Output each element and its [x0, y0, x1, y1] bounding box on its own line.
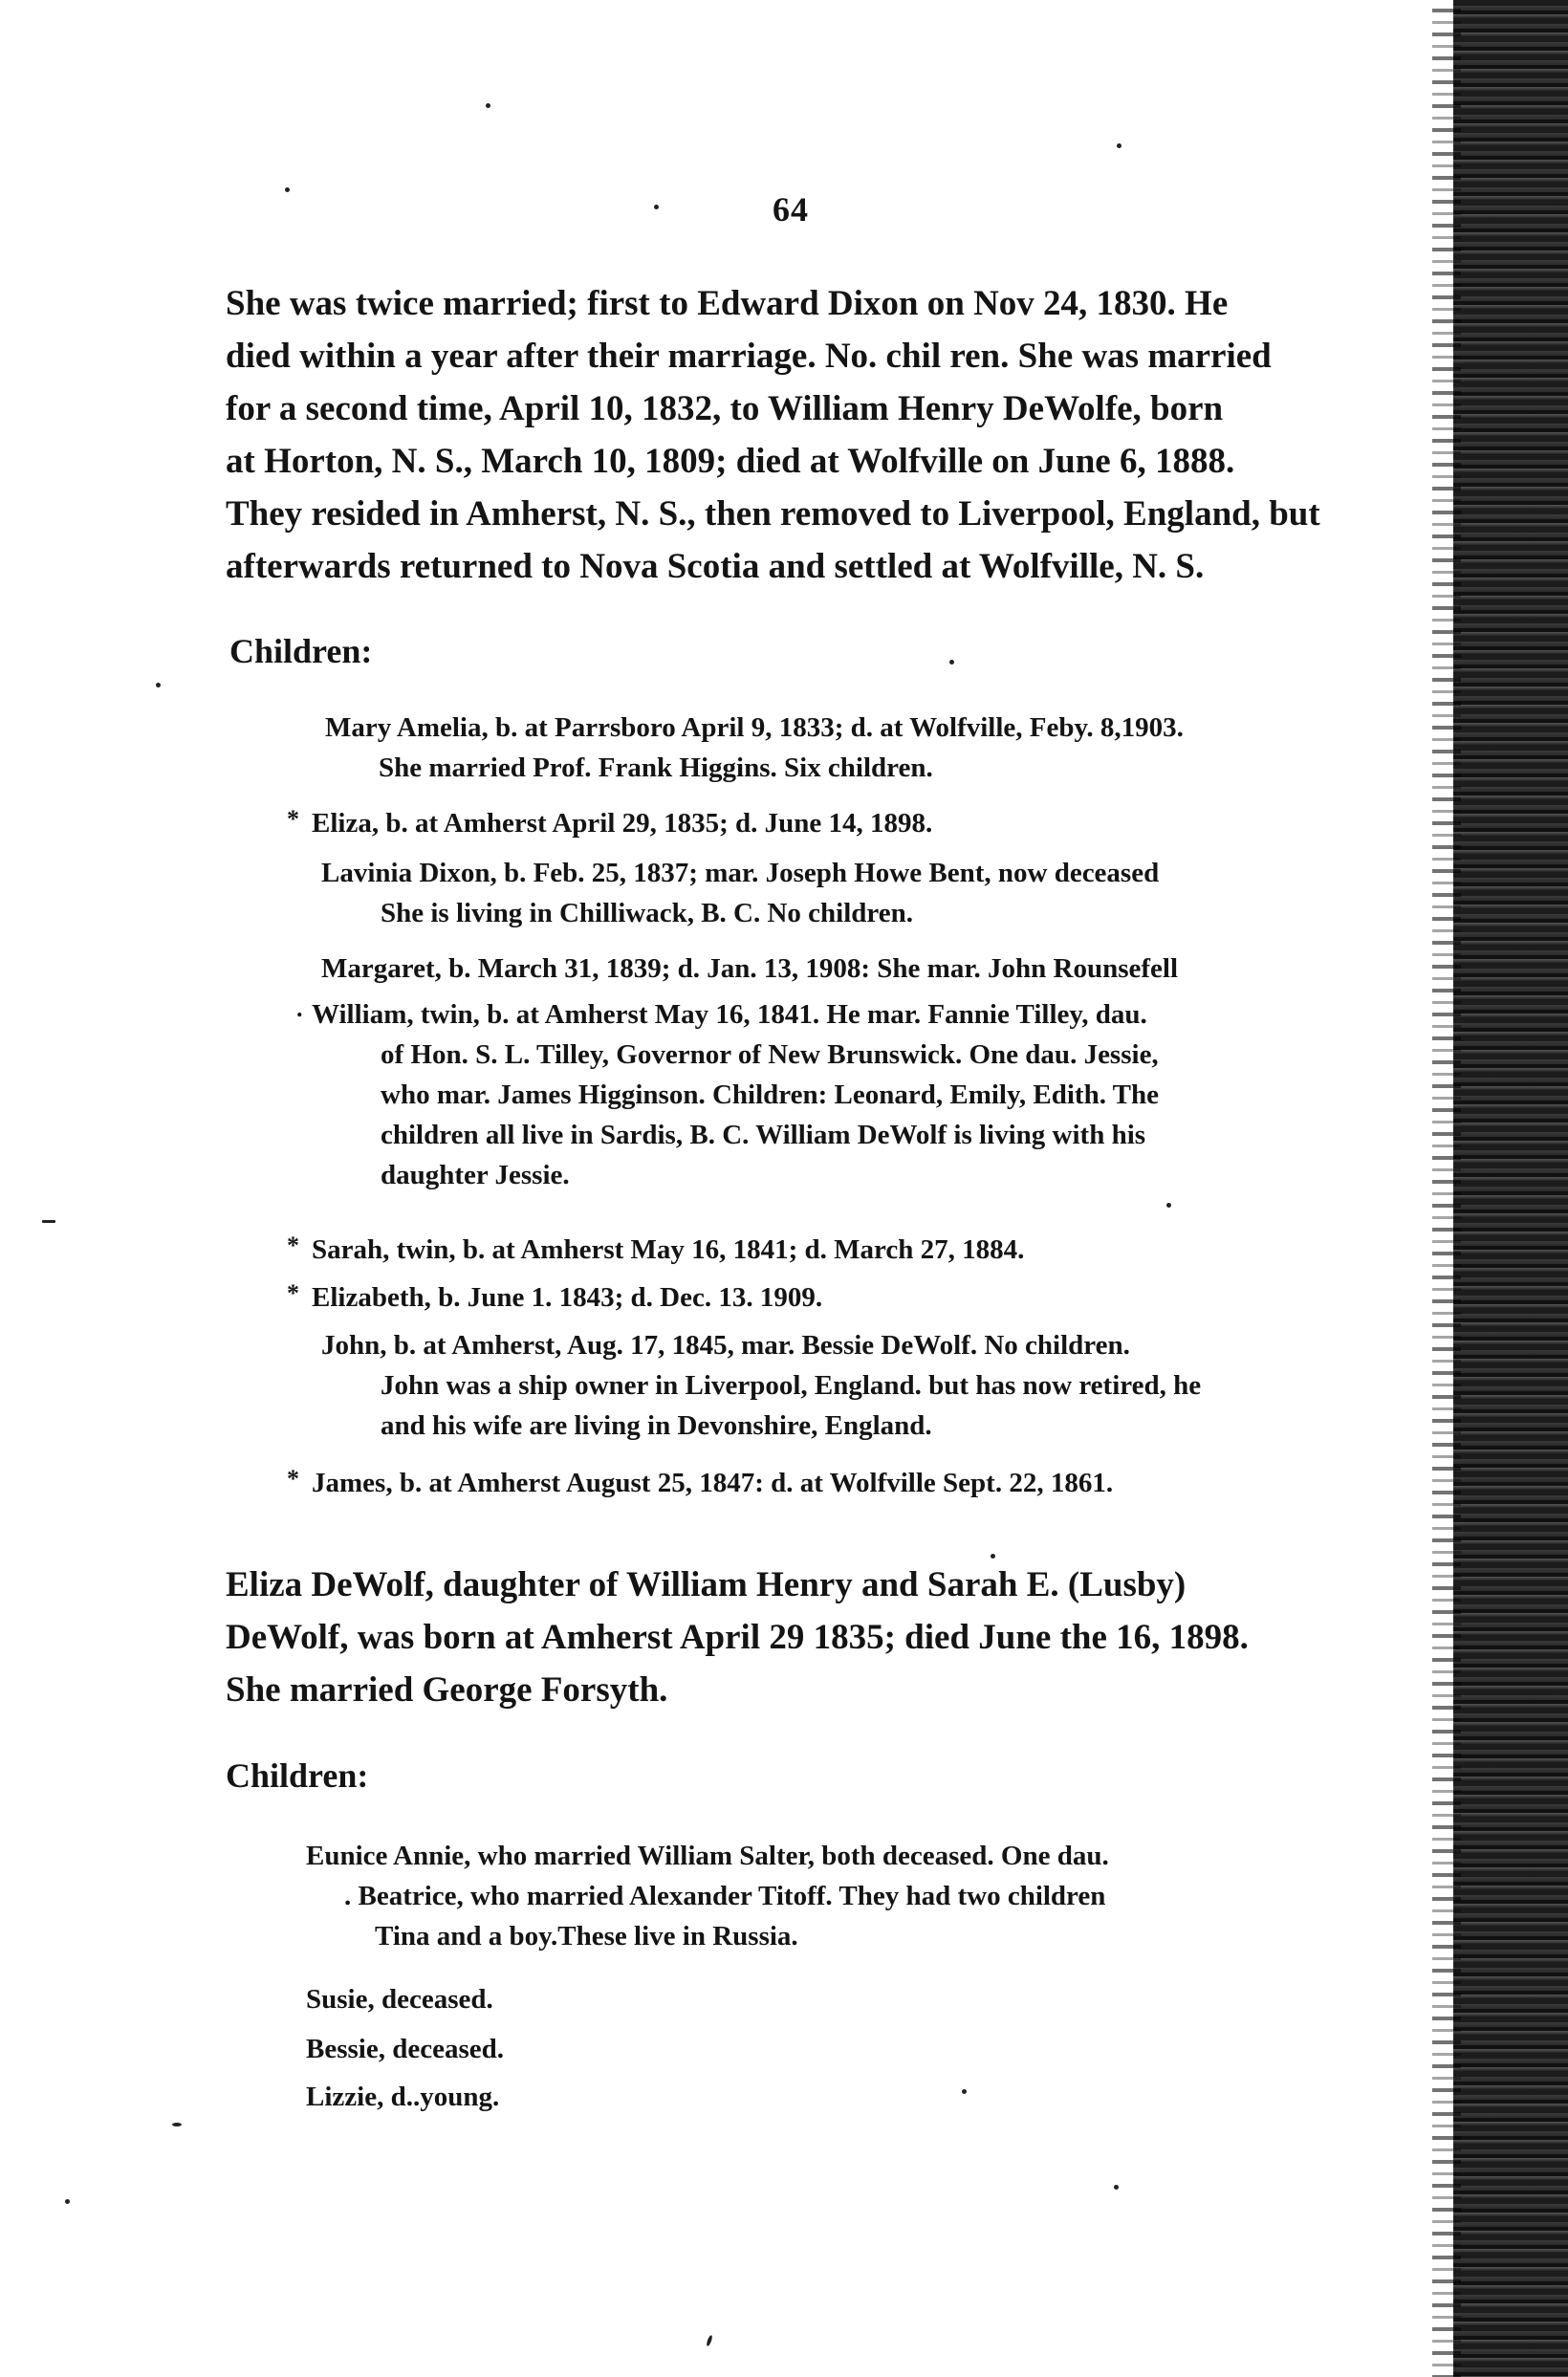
child-entry: [306, 1979, 493, 2019]
entry-line: Margaret, b. March 31, 1839; d. Jan. 13, 1908: She mar. John Rounsefell: [321, 953, 1179, 984]
scan-speck: [65, 2199, 70, 2204]
paragraph-line: She was twice married; first to Edward Dixon on Nov 24, 1830. He: [226, 284, 1229, 323]
entry-line: Tina and a boy.These live in Russia.: [375, 1921, 798, 1952]
entry-line: children all live in Sardis, B. C. William DeWolf is living with his: [381, 1120, 1146, 1150]
scan-speck: [156, 683, 161, 687]
entry-marker: *: [287, 1279, 299, 1307]
entry-line: Elizabeth, b. June 1. 1843; d. Dec. 13. 1909.: [312, 1282, 823, 1313]
entry-line: of Hon. S. L. Tilley, Governor of New Brunswick. One dau. Jessie,: [381, 1039, 1159, 1070]
entry-line: Mary Amelia, b. at Parrsboro April 9, 1833; d. at Wolfville, Feby. 8,1903.: [325, 712, 1184, 743]
child-entry: [321, 853, 1159, 933]
entry-line: Eliza, b. at Amherst April 29, 1835; d. June 14, 1898.: [312, 808, 933, 839]
paragraph-line: for a second time, April 10, 1832, to William Henry DeWolfe, born: [226, 389, 1224, 428]
scan-speck: [1114, 2185, 1119, 2190]
scan-binding-edge: [1453, 0, 1568, 2377]
scan-speck: [42, 1220, 55, 1223]
entry-line: Lavinia Dixon, b. Feb. 25, 1837; mar. Joseph Howe Bent, now deceased: [321, 858, 1160, 888]
paragraph-line: She married George Forsyth.: [226, 1670, 668, 1710]
paragraph-line: Eliza DeWolf, daughter of William Henry and Sarah E. (Lusby): [226, 1565, 1187, 1604]
child-entry: [321, 1325, 1201, 1446]
entry-line: Lizzie, d..young.: [306, 2082, 500, 2112]
entry-marker: *: [287, 1232, 299, 1259]
entry-line: She is living in Chilliwack, B. C. No children.: [381, 898, 914, 928]
paragraph-line: afterwards returned to Nova Scotia and settled at Wolfville, N. S.: [226, 547, 1205, 586]
eliza-paragraph: [226, 1559, 1392, 1716]
children-heading: Children:: [229, 632, 373, 670]
entry-line: William, twin, b. at Amherst May 16, 1841. He mar. Fannie Tilley, dau.: [312, 999, 1147, 1030]
child-entry: [306, 2077, 499, 2117]
child-entry: [306, 2029, 504, 2069]
child-entry: [312, 1230, 1024, 1270]
scan-speck: [1117, 143, 1122, 148]
entry-line: and his wife are living in Devonshire, England.: [381, 1410, 932, 1441]
child-entry: [312, 1277, 822, 1318]
child-entry: [306, 1836, 1109, 1956]
child-entry: [312, 994, 1159, 1195]
entry-line: . Beatrice, who married Alexander Titoff. They had two children: [344, 1881, 1106, 1911]
entry-line: who mar. James Higginson. Children: Leonard, Emily, Edith. The: [381, 1079, 1160, 1110]
child-entry: [312, 803, 932, 843]
entry-line: Eunice Annie, who married William Salter, both deceased. One dau.: [306, 1841, 1109, 1871]
entry-marker: *: [287, 1465, 299, 1493]
entry-line: James, b. at Amherst August 25, 1847: d. at Wolfville Sept. 22, 1861.: [312, 1468, 1114, 1498]
entry-line: Bessie, deceased.: [306, 2034, 504, 2064]
entry-line: daughter Jessie.: [381, 1160, 570, 1190]
scan-speck: [285, 187, 290, 192]
entry-line: She married Prof. Frank Higgins. Six children.: [379, 752, 933, 783]
paragraph-line: They resided in Amherst, N. S., then removed to Liverpool, England, but: [226, 494, 1320, 534]
scan-speck: [654, 205, 659, 209]
paragraph-line: at Horton, N. S., March 10, 1809; died at Wolfville on June 6, 1888.: [226, 442, 1235, 481]
children-heading: Children:: [226, 1756, 369, 1795]
intro-paragraph: [226, 277, 1392, 593]
entry-line: Susie, deceased.: [306, 1984, 493, 2015]
scan-speck: [706, 2335, 713, 2347]
scan-speck: [949, 660, 954, 665]
child-entry: [321, 949, 1178, 989]
scan-speck: [1166, 1203, 1171, 1208]
page-number: 64: [773, 190, 809, 229]
child-entry: [325, 708, 1184, 788]
paragraph-line: DeWolf, was born at Amherst April 29 1835; died June the 16, 1898.: [226, 1618, 1249, 1657]
scan-speck: [962, 2089, 967, 2094]
entry-line: Sarah, twin, b. at Amherst May 16, 1841; d. March 27, 1884.: [312, 1234, 1025, 1265]
entry-line: John was a ship owner in Liverpool, England. but has now retired, he: [381, 1370, 1202, 1401]
entry-marker: *: [287, 805, 299, 833]
entry-line: John, b. at Amherst, Aug. 17, 1845, mar. Bessie DeWolf. No children.: [321, 1330, 1130, 1361]
scan-speck: [486, 103, 490, 108]
paragraph-line: died within a year after their marriage. No. chil ren. She was married: [226, 337, 1272, 376]
scan-speck: [172, 2123, 182, 2126]
entry-marker: .: [296, 994, 303, 1022]
child-entry: [312, 1463, 1113, 1503]
